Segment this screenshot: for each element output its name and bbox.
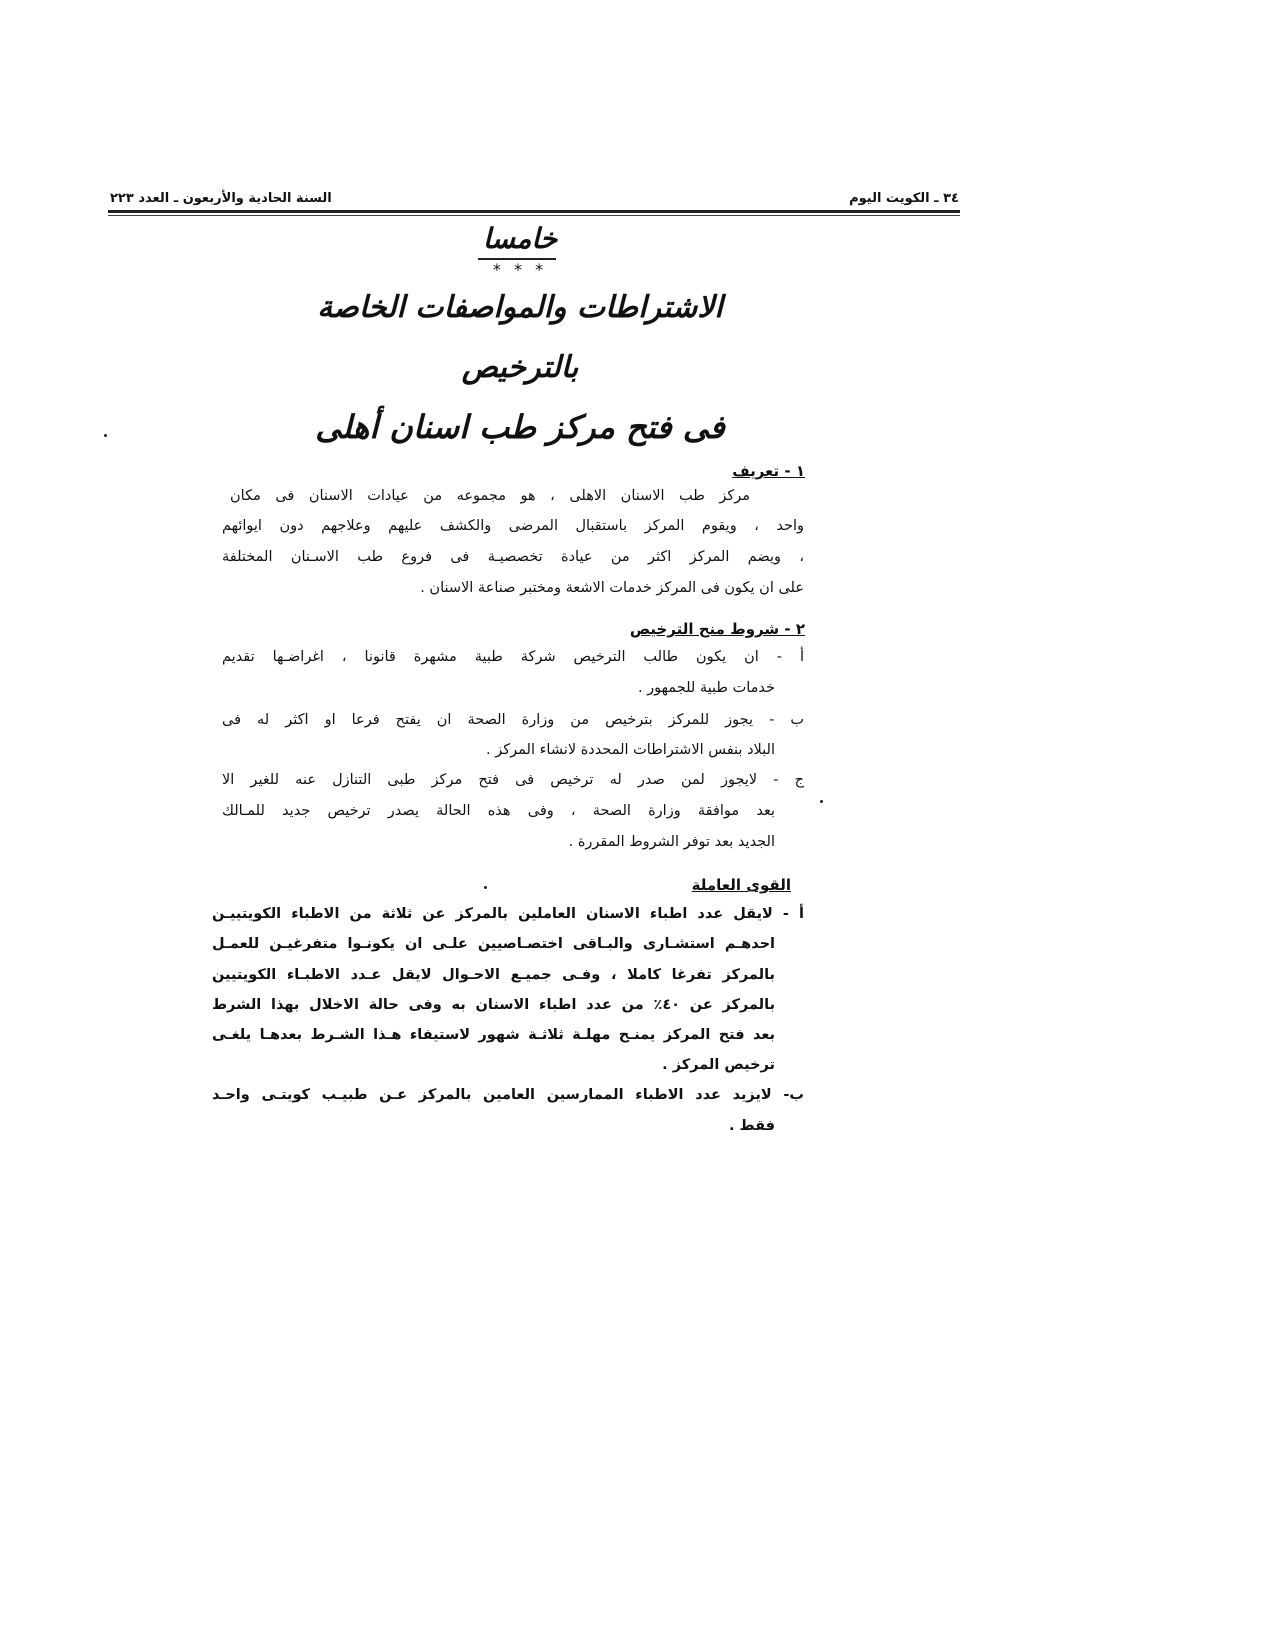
- section-3-line: بالمركز تفرغا كاملا ، وفـى جميـع الاحـوال لايقل عـدد الاطبـاء الكويتيين: [212, 967, 775, 983]
- section-2-line: خدمات طبية للجمهور .: [637, 680, 775, 696]
- section-3-line: أ - لايقل عدد اطباء الاسنان العاملين بالمركز عن ثلاثة من الاطباء الكويتييـن: [212, 906, 804, 922]
- section-3-line: فقط .: [728, 1118, 775, 1134]
- section-3-line: احدهـم استشـارى والبـاقى اختصـاصيين علـى ان يكونـوا متفرغيـن للعمـل: [212, 936, 775, 952]
- section-3-line: بعد فتح المركز يمنـح مهلـة ثلاثـة شهور لاستيفاء هـذا الشـرط بعدهـا يلغـى: [212, 1027, 775, 1043]
- section-1-line: واحد ، ويقوم المركز باستقبال المرضى والكشف عليهم وعلاجهم دون ايوائهم: [222, 518, 804, 534]
- stray-mark: [104, 434, 107, 437]
- section-3-line: بالمركز عن ٤٠٪ من عدد اطباء الاسنان به وفى حالة الاخلال بهذا الشرط: [212, 997, 776, 1013]
- page-header-left: السنة الحادية والأربعون ـ العدد ٢٢٣: [110, 191, 332, 206]
- header-rule: [108, 210, 960, 213]
- section-3-line: ترخيص المركز .: [662, 1057, 775, 1073]
- title-line-2: الاشتراطات والمواصفات الخاصة: [317, 290, 723, 325]
- page-header-right: ٣٤ ـ الكويت اليوم: [849, 191, 959, 206]
- section-2-line: بعد موافقة وزارة الصحة ، وفى هذه الحالة يصدر ترخيص جديد للمـالك: [222, 803, 775, 819]
- title-line-3: بالترخيص: [461, 350, 579, 385]
- title-stars: * * *: [492, 260, 548, 279]
- section-2-heading: ٢ - شروط منح الترخيص: [629, 620, 805, 638]
- title-line-4: فى فتح مركز طب اسنان أهلى: [315, 408, 725, 446]
- header-rule-thin: [108, 215, 960, 216]
- section-2-line: ب - يجوز للمركز بترخيص من وزارة الصحة ان يفتح فرعا او اكثر له فى: [222, 712, 804, 728]
- section-2-line: ج - لايجوز لمن صدر له ترخيص فى فتح مركز طبى التنازل عنه للغير الا: [222, 772, 804, 788]
- stray-mark: [484, 886, 487, 889]
- section-2-line: البلاد بنفس الاشتراطات المحددة لانشاء المركز .: [486, 742, 775, 758]
- stray-mark: [820, 800, 823, 803]
- section-2-line: الجديد بعد توفر الشروط المقررة .: [568, 834, 775, 850]
- section-3-line: ب- لايزيد عدد الاطباء الممارسين العامين بالمركز عـن طبيـب كويتـى واحـد: [212, 1087, 804, 1103]
- section-1-heading: ١ - تعريف: [732, 462, 805, 480]
- section-2-line: أ - ان يكون طالب الترخيص شركة طبية مشهرة قانونا ، اغراضـها تقديم: [222, 649, 804, 665]
- section-3-heading: القوى العاملة: [691, 876, 791, 894]
- section-1-line: على ان يكون فى المركز خدمات الاشعة ومختبر صناعة الاسنان .: [420, 580, 804, 596]
- section-1-line: مركز طب الاسنان الاهلى ، هو مجموعه من عيادات الاسنان فى مكان: [230, 488, 750, 504]
- title-line-1: خامسا: [482, 222, 558, 255]
- section-1-line: ، ويضم المركز اكثر من عيادة تخصصيـة فى فروع طب الاسـنان المختلفة: [222, 549, 804, 565]
